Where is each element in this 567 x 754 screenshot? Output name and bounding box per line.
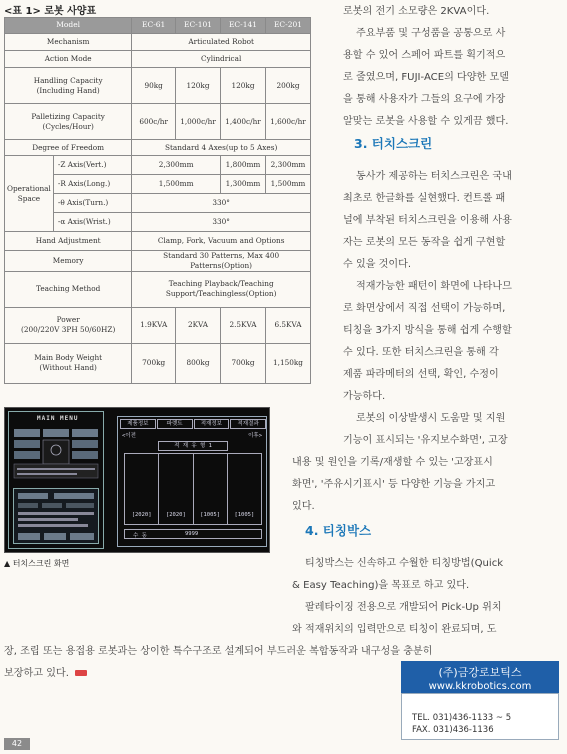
company-name: (주)금강로보틱스 <box>438 666 522 679</box>
row-label-main: Handling Capacity <box>33 75 103 85</box>
row-value <box>132 271 311 307</box>
company-fax: FAX. 031)436-1136 <box>412 725 494 735</box>
body-text-line: 널에 부착된 터치스크린을 이용해 사용 <box>343 215 512 226</box>
menu-grid-icon <box>13 428 99 480</box>
cell: 700kg <box>221 343 266 383</box>
status-right: 9999 <box>185 531 199 537</box>
cell: 2,300mm <box>265 156 310 175</box>
body-text-line: 적재가능한 패턴이 화면에 나타나므 <box>356 281 512 292</box>
body-text-line: 기능이 표시되는 '유지보수화면', 고장 <box>343 435 508 446</box>
body-text-line: 주요부품 및 구성품을 공통으로 사 <box>356 28 506 39</box>
cell: 90kg <box>132 68 176 104</box>
body-text-line: & Easy Teaching)을 목표로 하고 있다. <box>292 580 470 591</box>
header-col-2: EC-101 <box>176 18 221 34</box>
body-text-line: 알맞는 로봇을 사용할 수 있게끔 했다. <box>343 116 509 127</box>
main-menu-label: MAIN MENU <box>37 415 79 422</box>
table-row <box>5 271 311 307</box>
body-text-line: 동사가 제공하는 터치스크린은 국내 <box>356 171 512 182</box>
cell: 1,000c/hr <box>176 104 221 140</box>
table-row <box>5 104 311 140</box>
cell: 800kg <box>176 343 221 383</box>
body-text-line: 와 적재위치의 입력만으로 티칭이 완료되며, 도 <box>292 624 497 635</box>
row-label: Mechanism <box>5 34 132 51</box>
cell: 2.5KVA <box>221 307 266 343</box>
tab-load-info[interactable]: 적재정보 <box>194 419 230 429</box>
row-value-1: Teaching Playback/Teaching <box>168 279 274 289</box>
table-row <box>5 307 311 343</box>
row-label-sub: (Cycles/Hour) <box>42 121 94 131</box>
axis-label: -Z Axis(Vert.) <box>53 156 131 175</box>
row-label: Hand Adjustment <box>5 232 132 251</box>
axis-label: -α Axis(Wrist.) <box>53 213 131 232</box>
body-text-line: 팔레타이징 전용으로 개발되어 Pick-Up 위치 <box>305 602 502 613</box>
sub-panel-box <box>13 488 99 544</box>
row-value-2: Support/Teachingless(Option) <box>165 289 277 299</box>
op-space-label-2: Space <box>17 193 41 203</box>
prev-button[interactable]: <이전 <box>122 433 136 439</box>
section-heading: 4. 티칭박스 <box>305 523 372 538</box>
row-label: Memory <box>5 251 132 272</box>
op-space-label <box>5 156 54 232</box>
body-text-line: 있다. <box>292 501 315 512</box>
cell: 1,600c/hr <box>265 104 310 140</box>
screen-right-panel <box>117 416 267 547</box>
row-value: Cylindrical <box>132 51 311 68</box>
section-heading: 3. 터치스크린 <box>354 136 433 151</box>
page-number: 42 <box>4 738 30 750</box>
row-value: Articulated Robot <box>132 34 311 51</box>
menu-grid-svg <box>13 428 99 480</box>
pattern-cell[interactable] <box>159 454 193 524</box>
cell: 1,150kg <box>265 343 310 383</box>
cell: 1,500mm <box>265 175 310 194</box>
pattern-cell[interactable] <box>125 454 159 524</box>
cell: 1,400c/hr <box>221 104 266 140</box>
pattern-grid <box>124 453 262 525</box>
row-label-sub: (200/220V 3PH 50/60HZ) <box>21 325 116 335</box>
body-text-line: 내용 및 원인을 기록/재생할 수 있는 '고장표시 <box>292 457 493 468</box>
body-text-line: 로 화면상에서 직접 선택이 가능하며, <box>343 303 506 314</box>
cell: 2KVA <box>176 307 221 343</box>
cell: 330° <box>132 213 311 232</box>
tab-product-info[interactable]: 제품정보 <box>120 419 156 429</box>
body-text-line: 화면', '주유시기표시' 등 다양한 기능을 가지고 <box>292 479 496 490</box>
body-text-line: 자는 로봇의 모든 동작을 쉽게 구현할 <box>343 237 506 248</box>
body-text-line: 최초로 한글화를 실현했다. 컨트롤 패 <box>343 193 506 204</box>
row-label-main: Power <box>56 315 80 325</box>
row-label-main: Main Body Weight <box>34 353 103 363</box>
body-text-line <box>4 664 87 679</box>
header-model: Model <box>5 18 132 34</box>
body-text-line: 로봇의 이상발생시 도움말 및 지원 <box>356 413 506 424</box>
body-text-line: 티칭을 3가지 방식을 통해 쉽게 수행할 <box>343 325 512 336</box>
header-col-4: EC-201 <box>265 18 310 34</box>
cell: 1.9KVA <box>132 307 176 343</box>
header-col-1: EC-61 <box>132 18 176 34</box>
table-row <box>5 251 311 272</box>
body-text-line: 용할 수 있어 스페어 파트를 획기적으 <box>343 50 506 61</box>
table-row <box>5 140 311 156</box>
row-label <box>5 104 132 140</box>
row-label-sub: (Without Hand) <box>39 363 97 373</box>
cell: 200kg <box>265 68 310 104</box>
cell: 1,300mm <box>221 175 266 194</box>
pattern-label: 적 재 유 형 1 <box>158 441 228 451</box>
company-tel: TEL. 031)436-1133 ~ 5 <box>412 713 512 723</box>
row-value: Standard 4 Axes(up to 5 Axes) <box>132 140 311 156</box>
pattern-cell[interactable] <box>194 454 228 524</box>
end-mark-icon <box>75 670 87 676</box>
table-caption: <표 1> 로봇 사양표 <box>4 6 97 17</box>
cell: 700kg <box>132 343 176 383</box>
row-label-main: Palletizing Capacity <box>31 111 105 121</box>
row-label: Degree of Freedom <box>5 140 132 156</box>
table-header-row <box>5 18 311 34</box>
row-label <box>5 343 132 383</box>
screen-left-panel <box>8 411 104 549</box>
next-button[interactable]: 이후> <box>248 433 262 439</box>
row-value: Clamp, Fork, Vacuum and Options <box>132 232 311 251</box>
cell: 6.5KVA <box>265 307 310 343</box>
axis-label: -R Axis(Long.) <box>53 175 131 194</box>
status-bar <box>124 529 262 539</box>
pattern-cell-label: [1005] <box>200 512 221 518</box>
table-row <box>5 68 311 104</box>
op-space-label-1: Operational <box>7 183 51 193</box>
cell: 1,800mm <box>221 156 266 175</box>
body-text-line: 제품 파라메터의 선택, 확인, 수정이 <box>343 369 499 380</box>
spec-table <box>4 17 311 384</box>
body-text-line: 티칭박스는 신속하고 수월한 티칭방법(Quick <box>305 558 504 569</box>
company-banner <box>401 661 559 697</box>
touchscreen-image <box>4 407 270 553</box>
pattern-cell-label: [2020] <box>131 512 152 518</box>
row-label-sub: (Including Hand) <box>36 85 100 95</box>
row-value: Standard 30 Patterns, Max 400 Patterns(Option) <box>132 251 311 272</box>
body-text-line: 가능하다. <box>343 391 386 402</box>
body-text-line: 수 있을 것이다. <box>343 259 412 270</box>
table-row <box>5 232 311 251</box>
body-text-line: 장, 조립 또는 용접용 로봇과는 상이한 특수구조로 설계되어 부드러운 복합동작과 내구성을 충분히 <box>4 646 433 657</box>
tab-pallet[interactable]: 파렛트 <box>157 419 193 429</box>
row-label <box>5 68 132 104</box>
body-text-span: 보장하고 있다. <box>4 668 69 679</box>
row-label: Action Mode <box>5 51 132 68</box>
cell: 330° <box>132 194 311 213</box>
pattern-cell-label: [1005] <box>234 512 255 518</box>
table-row <box>5 34 311 51</box>
company-contact-box <box>401 693 559 740</box>
row-label: Teaching Method <box>5 271 132 307</box>
cell: 2,300mm <box>132 156 221 175</box>
image-caption: ▲ 터치스크린 화면 <box>4 559 70 568</box>
cell: 120kg <box>176 68 221 104</box>
company-url[interactable]: www.kkrobotics.com <box>428 681 532 692</box>
status-left: 수 동 <box>133 533 147 539</box>
screen-tabs <box>120 419 266 429</box>
cell: 1,500mm <box>132 175 221 194</box>
body-text-line: 을 통해 사용자가 그들의 요구에 가장 <box>343 94 506 105</box>
pattern-cell-label: [2020] <box>165 512 186 518</box>
body-text-line: 수 있다. 또한 터치스크린을 통해 각 <box>343 347 499 358</box>
row-label <box>5 307 132 343</box>
body-text-line: 로 줄였으며, FUJI-ACE의 다양한 모델 <box>343 72 510 83</box>
cell: 120kg <box>221 68 266 104</box>
body-text-line: 로봇의 전기 소모량은 2KVA이다. <box>343 6 490 17</box>
tab-load-result[interactable]: 적재결과 <box>230 419 266 429</box>
cell: 600c/hr <box>132 104 176 140</box>
table-row <box>5 343 311 383</box>
pattern-cell[interactable] <box>228 454 261 524</box>
table-row <box>5 156 311 175</box>
table-row <box>5 51 311 68</box>
sub-panel-svg <box>14 489 100 545</box>
axis-label: -θ Axis(Turn.) <box>53 194 131 213</box>
header-col-3: EC-141 <box>221 18 266 34</box>
